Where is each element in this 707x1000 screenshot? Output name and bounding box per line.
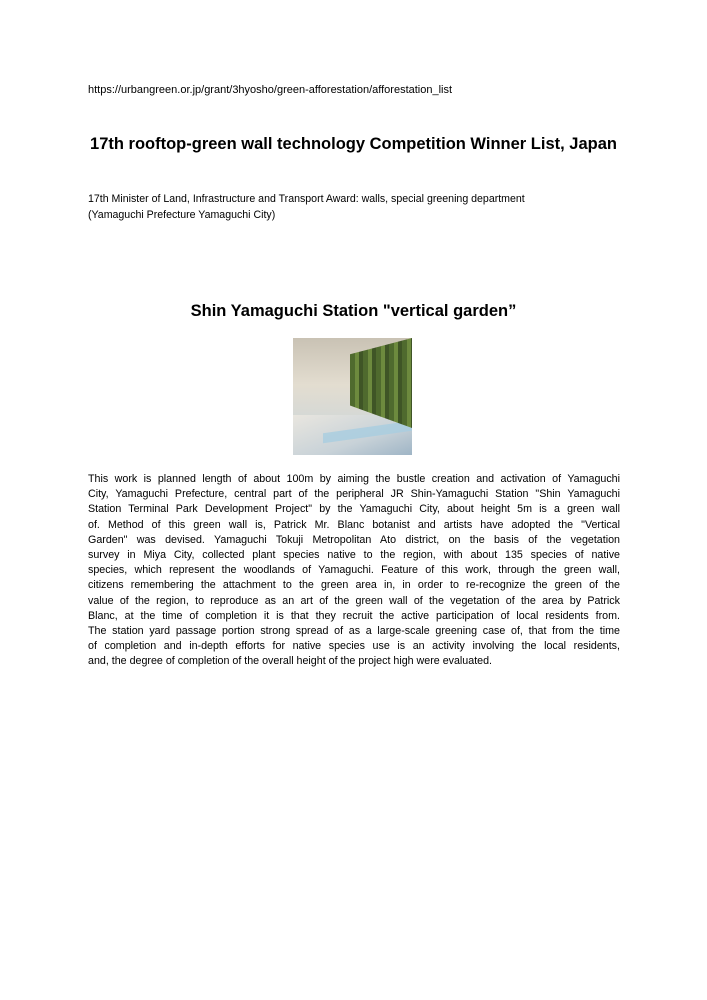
body-line: Garden" was devised. Yamaguchi Tokuji Metropolitan Ato district, on the basis of the vegetation — [88, 533, 620, 546]
section-title: Shin Yamaguchi Station "vertical garden” — [190, 302, 517, 320]
award-line: 17th Minister of Land, Infrastructure and Transport Award: walls, special greening department — [88, 193, 525, 205]
body-line: The station yard passage portion strong spread of as a large-scale greening case of, that from the time — [88, 625, 620, 638]
body-line: value of the region, to reproduce as an art of the green wall of the vegetation of the area by Patrick — [88, 594, 620, 607]
body-line: of completion and in-depth efforts for native species use is an activity involving the local residents, — [88, 640, 620, 653]
source-url: https://urbangreen.or.jp/grant/3hyosho/green-afforestation/afforestation_list — [88, 84, 453, 96]
document-title: 17th rooftop-green wall technology Competition Winner List, Japan — [90, 135, 617, 153]
body-paragraph — [88, 472, 620, 670]
award-description — [88, 191, 628, 223]
award-line: (Yamaguchi Prefecture Yamaguchi City) — [88, 209, 276, 221]
body-line: and, the degree of completion of the overall height of the project high were evaluated. — [88, 655, 493, 668]
body-line: This work is planned length of about 100m by aiming the bustle creation and activation of Yamaguchi — [88, 473, 620, 485]
vertical-garden-photo — [293, 338, 412, 455]
body-line: of. Method of this green wall is, Patrick Mr. Blanc botanist and artists have adopted the "Vertical — [88, 518, 620, 531]
body-line: species, which represent the woodlands of Yamaguchi. Feature of this work, through the green wall, — [88, 564, 620, 577]
body-line: Station Terminal Park Development Project" by the Yamaguchi City, about height 5m is a green wall — [88, 503, 620, 516]
body-line: Blanc, at the time of completion it is that they recruit the active participation of local residents from. — [88, 609, 620, 622]
body-line: City, Yamaguchi Prefecture, central part of the peripheral JR Shin-Yamaguchi Station "Shin Yamaguchi — [88, 488, 620, 501]
body-line: survey in Miya City, collected plant species native to the region, with about 135 species of native — [88, 549, 620, 562]
body-line: citizens remembering the attachment to the green area in, in order to re-recognize the green of the — [88, 579, 620, 592]
